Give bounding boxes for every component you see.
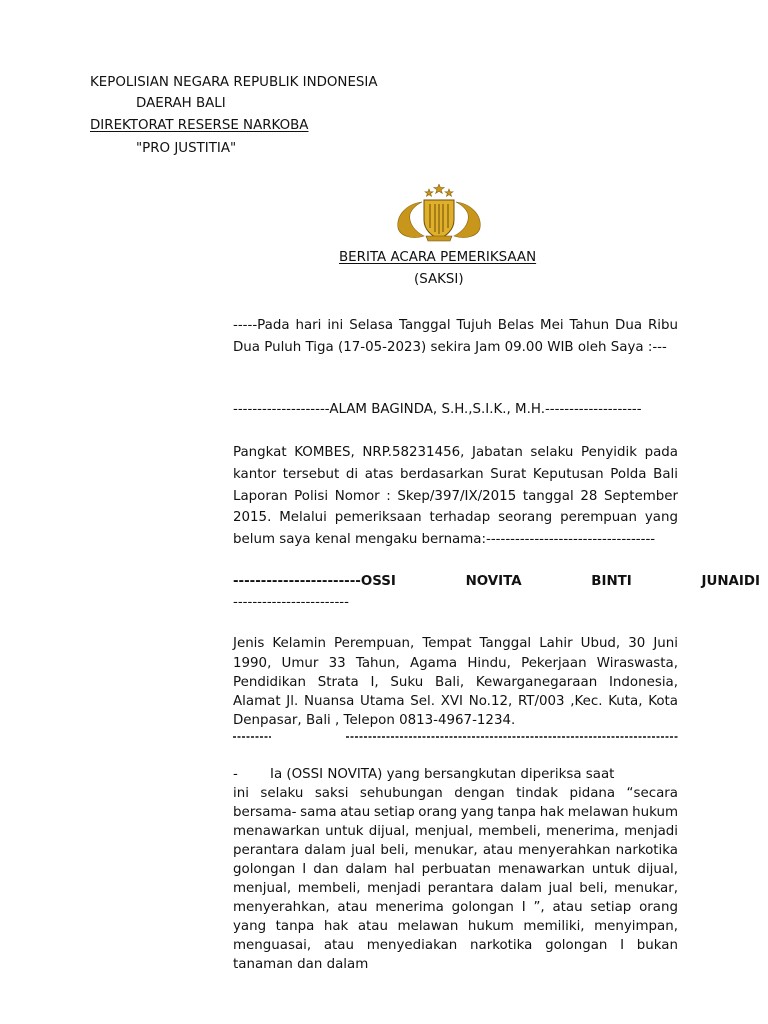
witness-name-part: NOVITA [465,574,522,589]
witness-name-part: -----------------------OSSI [233,574,396,589]
witness-name-part: BINTI [591,574,632,589]
document-subtitle: (SAKSI) [414,272,464,287]
statement-line-9: yang tanpa hak atau melawan hukum memiliki, menyimpan, [233,919,678,934]
statement-line-11: tanaman dan dalam [233,957,369,972]
header-region: DAERAH BALI [136,96,226,111]
witness-name-part: JUNAIDI [701,574,760,589]
polri-emblem-icon [392,184,486,242]
identity-line-4: Alamat Jl. Nuansa Utama Sel. XVI No.12, RT/003 ,Kec. Kuta, Kota [233,694,678,709]
header-institution: KEPOLISIAN NEGARA REPUBLIK INDONESIA [90,75,378,90]
statement-line-2: ini selaku saksi sehubungan dengan tindak pidana “secara [233,786,678,801]
statement-line-6: golongan I dan dalam hal perbuatan menawarkan untuk dijual, [233,862,678,877]
separator-dashes [233,734,678,740]
opening-line-2: Dua Puluh Tiga (17-05-2023) sekira Jam 09.00 WIB oleh Saya :--- [233,340,667,355]
witness-name-row [233,575,760,588]
opening-line-1: -----Pada hari ini Selasa Tanggal Tujuh Belas Mei Tahun Dua Ribu [233,318,678,333]
document-title: BERITA ACARA PEMERIKSAAN [339,250,537,265]
statement-line-1: Ia (OSSI NOVITA) yang bersangkutan diperiksa saat [270,767,615,782]
statement-line-10: menguasai, atau menyediakan narkotika golongan I bukan [233,938,678,953]
header-directorate: DIREKTORAT RESERSE NARKOBA [90,118,309,133]
statement-line-8: menyerahkan, atau menerima golongan I ”, atau setiap orang [233,900,678,915]
statement-line-3: bersama- sama atau setiap orang yang tanpa hak melawan hukum [233,805,678,820]
statement-line-5: perantara dalam jual beli, menukar, atau menyerahkan narkotika [233,843,678,858]
identity-line-5: Denpasar, Bali , Telepon 0813-4967-1234. [233,713,516,728]
identity-line-3: Pendidikan Strata I, Suku Bali, Kewarganegaraan Indonesia, [233,675,678,690]
statement-bullet: - [233,767,238,782]
examiner-name: --------------------ALAM BAGINDA, S.H.,S.I.K., M.H.-------------------- [233,402,642,417]
statement-line-7: menjual, membeli, menjadi perantara dalam jual beli, menukar, [233,881,678,896]
rank-line-5: belum saya kenal mengaku bernama:----------------------------------- [233,532,656,547]
identity-line-2: 1990, Umur 33 Tahun, Agama Hindu, Pekerjaan Wiraswasta, [233,656,678,671]
rank-line-3: Laporan Polisi Nomor : Skep/397/IX/2015 tanggal 28 September [233,489,678,504]
rank-line-1: Pangkat KOMBES, NRP.58231456, Jabatan selaku Penyidik pada [233,445,678,460]
statement-line-4: menawarkan untuk dijual, menjual, membeli, menerima, menjadi [233,824,678,839]
rank-line-2: kantor tersebut di atas berdasarkan Surat Keputusan Polda Bali [233,467,678,482]
identity-line-1: Jenis Kelamin Perempuan, Tempat Tanggal Lahir Ubud, 30 Juni [233,636,678,651]
rank-line-4: 2015. Melalui pemeriksaan terhadap seorang perempuan yang [233,510,678,525]
header-pro-justitia: "PRO JUSTITIA" [136,141,237,156]
witness-name-dashes: ------------------------ [233,595,349,610]
